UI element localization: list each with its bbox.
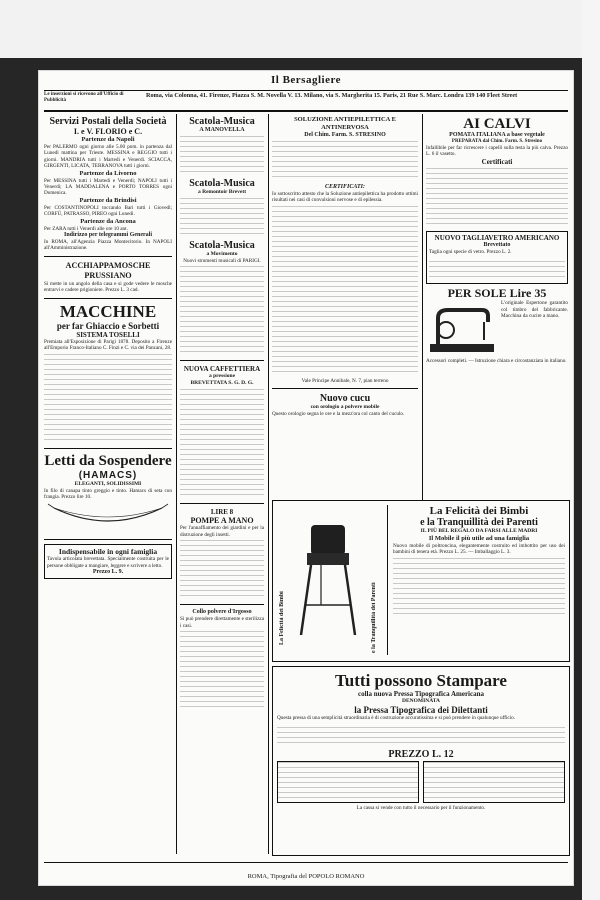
sewing-machine-title: PER SOLE Lire 35 bbox=[447, 286, 547, 301]
dense-text-block bbox=[180, 198, 264, 238]
baby-chair-illustration bbox=[293, 515, 373, 645]
sewing-machine-row bbox=[426, 300, 568, 358]
epilepsy-title: SOLUZIONE ANTIEPILETTICA E ANTINERVOSA bbox=[294, 116, 396, 131]
contents-list-left bbox=[277, 761, 419, 803]
coffee-pot-title: NUOVA CAFFETTIERA bbox=[183, 365, 261, 374]
dense-text-block bbox=[44, 354, 172, 444]
music-box-title: Scatola-Musica bbox=[189, 240, 255, 251]
scan-margin-right bbox=[582, 0, 600, 900]
sewing-machine-body: L'originale Espertone garantito col timbro del fabbricante. Macchina da cucire a mano. bbox=[501, 300, 568, 320]
powder-title: Collo polvere d'Irgosso bbox=[192, 609, 252, 616]
dense-text-block bbox=[180, 540, 264, 600]
sewing-machine-tail: Accessori completi. — Istruzione chiara e circostanziata in italiano. bbox=[426, 358, 567, 365]
postal-body: In ROMA, all'Agenzia Piazza Montecitorio. In NAPOLI all'Amministrazione. bbox=[44, 239, 172, 252]
epilepsy-certificates-label: CERTIFICATI: bbox=[324, 184, 365, 190]
baby-chair-side-label-b: e la Tranquillità dei Parenti bbox=[371, 582, 377, 653]
music-box-sub: A MANOVELLA bbox=[199, 127, 245, 133]
dense-text-block bbox=[429, 257, 565, 281]
music-box-title: Scatola-Musica bbox=[189, 116, 255, 127]
insertion-note: Le inserzioni si ricevono all'Ufficio di Pubblicità bbox=[44, 92, 124, 103]
table-ad-box bbox=[44, 544, 172, 579]
epilepsy-sub: Del Chim. Farm. S. STRESINO bbox=[304, 132, 386, 138]
footer-rule bbox=[44, 862, 568, 863]
baby-chair-title: La Felicità dei Bimbi bbox=[429, 505, 529, 517]
postal-subhead: I. e V. FLORIO e C. bbox=[73, 127, 143, 136]
divider bbox=[180, 503, 264, 504]
baby-chair-ad bbox=[272, 500, 570, 662]
dense-text-block bbox=[180, 389, 264, 499]
masthead-rule bbox=[44, 90, 568, 91]
contents-list-right bbox=[423, 761, 565, 803]
printing-press-sub2: DENOMINATA bbox=[402, 698, 440, 704]
dense-text-block bbox=[393, 558, 565, 618]
cuckoo-body: Questo orologio segna le ore e la mezz'ora col canto del cuculo. bbox=[272, 411, 405, 418]
newspaper-page bbox=[38, 70, 574, 886]
postal-section: Partenze da Brindisi bbox=[79, 196, 137, 204]
dense-text-block bbox=[180, 136, 264, 176]
hammock-illustration bbox=[44, 500, 172, 530]
pump-price: LIRE 8 bbox=[210, 508, 234, 517]
cuckoo-title: Nuovo cucu bbox=[319, 393, 371, 405]
baby-chair-text bbox=[393, 505, 565, 655]
table-ad-title: Indispensabile in ogni famiglia bbox=[58, 547, 158, 557]
printing-press-price: PREZZO L. 12 bbox=[388, 749, 454, 761]
hammock-title: Letti da Sospendere bbox=[44, 452, 172, 469]
pump-title: POMPE A MANO bbox=[190, 516, 254, 526]
table-ad-body: Tavola articolata brevettata. Specialmente costruita per le persone obbligate a mangiare, leggere e scrivere a letto. bbox=[47, 556, 169, 569]
dense-text-block bbox=[277, 723, 565, 747]
hair-ad-sub2: PREPARATA dal Chim. Farm. S. Stresino bbox=[451, 139, 543, 144]
hair-ad-sub: POMATA ITALIANA a base vegetale bbox=[449, 132, 545, 138]
epilepsy-body: Io sottoscritto attesto che la Soluzione antiepilettica ha prodotto ottimi risultati nei casi di convulsioni nervose e di epilessia. bbox=[272, 191, 418, 204]
postal-section: Partenze da Ancona bbox=[80, 217, 136, 225]
baby-chair-title2: e la Tranquillità dei Parenti bbox=[420, 517, 538, 528]
column-2 bbox=[180, 116, 264, 856]
price-list-block bbox=[180, 266, 264, 356]
printing-press-body: Questa pressa di una semplicità straordinaria è di costruzione accuratissima e si può prendere in qualunque ufficio. bbox=[277, 715, 516, 721]
column-rule bbox=[422, 114, 423, 534]
table-ad-price: Prezzo L. 9. bbox=[92, 569, 124, 576]
postal-section: Partenze da Napoli bbox=[81, 136, 135, 143]
hair-ad-body: Infallibile per far ricrescere i capelli sulla testa la più calva. Prezzo L. 6 il vasetto. bbox=[426, 145, 568, 158]
coffee-pot-sub: a pressione bbox=[208, 373, 236, 380]
hammock-sub2: ELEGANTI, SOLIDISSIMI bbox=[74, 480, 142, 487]
flytrap-body: Si mette in un angolo della casa e si gode vedere le mosche entrarvi e cadere prigioniere. Prezzo L. 3 cad. bbox=[44, 280, 172, 294]
printer-footer: ROMA, Tipografia del POPOLO ROMANO bbox=[247, 873, 365, 880]
music-box-title: Scatola-Musica bbox=[189, 178, 255, 189]
ice-machine-maker: SISTEMA TOSELLI bbox=[76, 330, 140, 339]
divider bbox=[272, 388, 418, 389]
coffee-pot-body: BREVETTATA S. G. D. G. bbox=[190, 380, 254, 387]
baby-chair-side-label-a: La Felicità dei Bimbi bbox=[279, 591, 285, 645]
powder-body: Si può prendere direttamente e sterilizza i casi. bbox=[180, 616, 264, 629]
flytrap-title: ACCHIAPPAMOSCHE PRUSSIANO bbox=[65, 260, 151, 280]
cuckoo-sub: con orologio a polvere mobile bbox=[310, 404, 380, 411]
hair-ad-title: AI CALVI bbox=[463, 116, 531, 132]
printing-press-sub: colla nuova Pressa Tipografica Americana bbox=[358, 690, 484, 698]
epilepsy-signature: Vale Principe Annibale, N. 7, pian terreno bbox=[301, 377, 389, 384]
baby-chair-strap: Il Mobile il più utile ad una famiglia bbox=[428, 535, 530, 542]
glasscutter-box bbox=[426, 231, 568, 284]
music-box-body: Nuovi strumenti musicali di PARIGI. bbox=[183, 258, 261, 264]
divider bbox=[44, 448, 172, 449]
baby-chair-sub: IL PIÙ BEL REGALO DA FARSI ALLE MADRI bbox=[420, 528, 538, 534]
printing-press-title: Tutti possono Stampare bbox=[335, 671, 507, 690]
hair-ad-certificates: Certificati bbox=[481, 157, 513, 166]
divider bbox=[180, 360, 264, 361]
postal-body: Per MESSINA tutti i Martedì e Venerdì; NAPOLI tutti i Venerdì; LA MADDALENA e PORTO TORRES ogni Domenica. bbox=[44, 177, 172, 197]
glasscutter-title: NUOVO TAGLIAVETRO AMERICANO bbox=[434, 233, 560, 242]
dense-text-block bbox=[272, 206, 418, 376]
divider bbox=[44, 298, 172, 299]
masthead-title: Il Bersagliere bbox=[270, 74, 342, 86]
postal-body: Per PALERMO ogni giorno alle 5.00 pom. in partenza dal Lunedì mattina per Trieste. MESSINA e REGGIO tutti i giorni. MANDRIA tutti i Martedì e Venerdì. SCIACCA, GIRGENTI, LICATA, TERRANOVA tutti i giorni. bbox=[44, 144, 172, 170]
column-3 bbox=[272, 116, 418, 536]
hammock-sub: (HAMACS) bbox=[78, 469, 138, 481]
masthead-rule-2 bbox=[44, 110, 568, 112]
agencies-line: Roma, via Colonna, 41. Firenze, Piazza S. M. Novella V. 13. Milano, via S. Margherita 15. Paris, 21 Rue S. Marc. Londra 139 140 Fleet Street bbox=[146, 92, 518, 99]
scan-margin-top bbox=[0, 0, 600, 58]
baby-chair-body: Nuovo mobile di poltroncina, elegantemente costruito ed imbottito per uso dei bambini di tenera età. Prezzo L. 25. — Imballaggio L. 3. bbox=[393, 543, 565, 556]
baby-chair-illustration-panel bbox=[277, 505, 388, 655]
divider bbox=[44, 256, 172, 257]
pump-body: Per l'annaffiamento dei giardini e per la distruzione degli insetti. bbox=[180, 525, 264, 538]
dense-text-block bbox=[426, 168, 568, 228]
printing-press-lists bbox=[277, 761, 565, 803]
column-4 bbox=[426, 116, 568, 536]
postal-section: Indirizzo per telegrammi Generali bbox=[63, 232, 153, 239]
postal-body: Per COSTANTINOPOLI toccando Bari tutti i Giovedì; CORFÙ, PATRASSO, PIREO ogni Lunedì. bbox=[44, 204, 172, 218]
music-box-sub: a Movimento bbox=[206, 251, 238, 257]
glasscutter-sub: Brevettato bbox=[483, 241, 511, 248]
column-1 bbox=[44, 116, 172, 856]
glasscutter-body: Taglia ogni specie di vetro. Prezzo L. 2. bbox=[429, 248, 512, 255]
postal-section: Partenze da Livorno bbox=[79, 169, 137, 177]
column-rule bbox=[268, 114, 269, 854]
postal-headline: Servizi Postali della Società bbox=[49, 116, 167, 127]
sewing-machine-illustration bbox=[426, 300, 498, 358]
printing-press-sub3: la Pressa Tipografica dei Dilettanti bbox=[354, 705, 488, 715]
postal-body: Per ZARA tutti i Venerdì alle ore 10 ant. bbox=[44, 225, 128, 232]
hammock-body: In filo di canapa tinto greggio e tinto. Hamacs di seta con frangia. Prezzo lire 10. bbox=[44, 487, 172, 500]
ice-machine-sub: per far Ghiaccio e Sorbetti bbox=[56, 320, 160, 331]
ice-machine-body: Premiata all'Esposizione di Parigi 1878. Deposito a Firenze all'Emporio Franco-Italiano C. Finzi e C. via dei Panzani, 28. bbox=[44, 338, 172, 352]
music-box-sub: a Remontoir Brevett bbox=[197, 189, 247, 195]
printing-press-ad bbox=[272, 666, 570, 856]
dense-text-block bbox=[272, 141, 418, 181]
printing-press-content bbox=[277, 671, 565, 812]
divider bbox=[44, 539, 172, 540]
printing-press-note: La cassa si vende con tutto il necessario per il funzionamento. bbox=[356, 805, 486, 812]
dense-text-block bbox=[180, 631, 264, 711]
ice-machine-title: MACCHINE bbox=[59, 301, 157, 321]
divider bbox=[180, 604, 264, 605]
column-rule bbox=[176, 114, 177, 854]
